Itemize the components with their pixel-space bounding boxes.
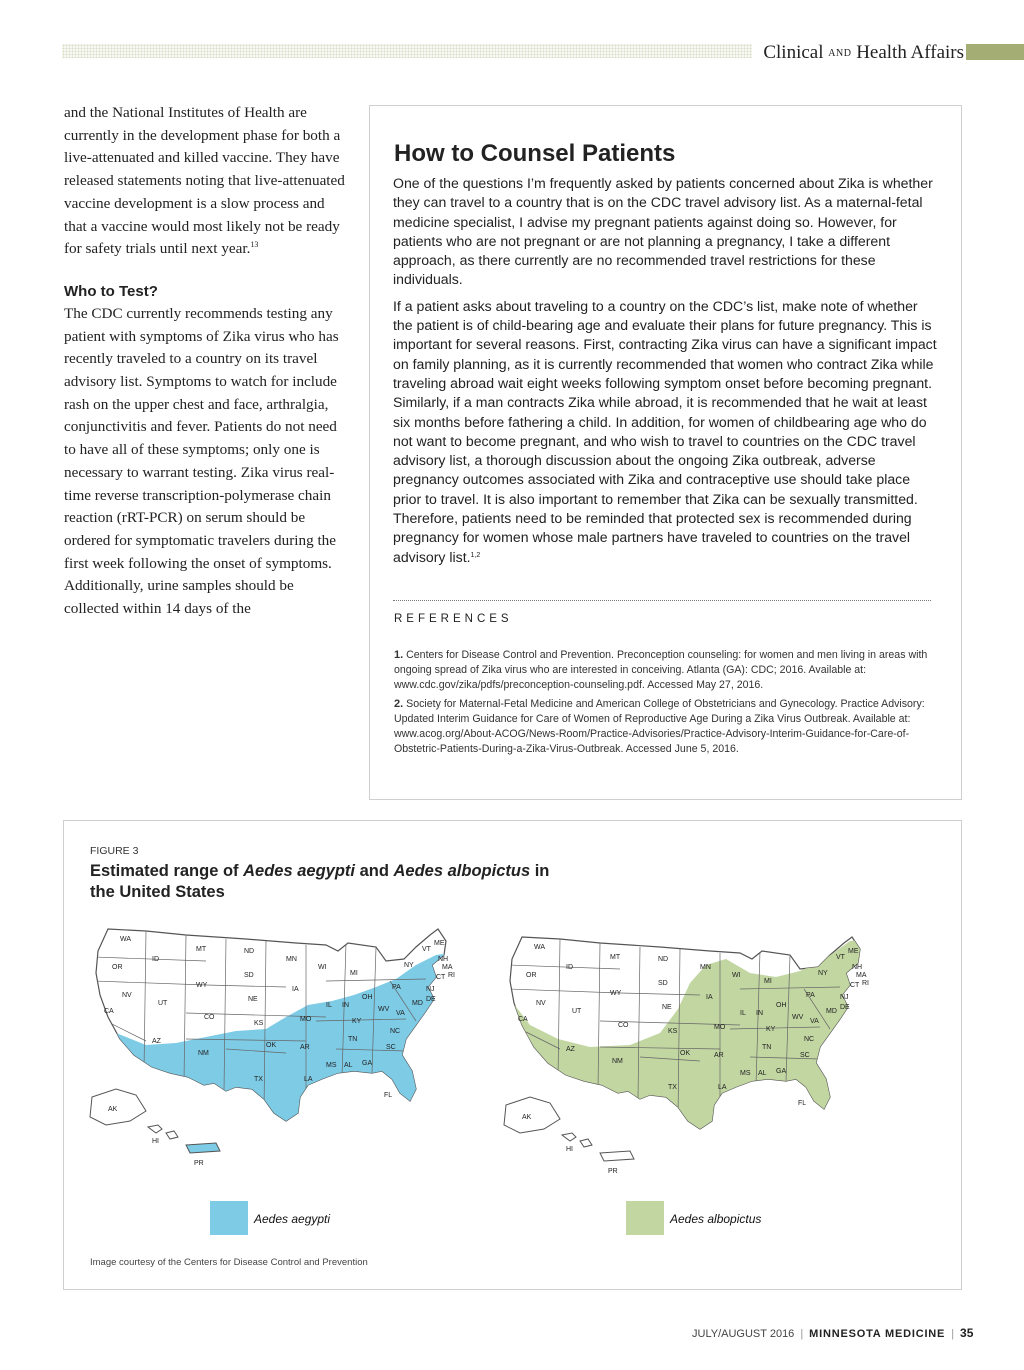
state-label-sc: SC: [386, 1044, 396, 1051]
figure-3: [63, 820, 962, 1290]
state-label-nh: NH: [438, 956, 449, 963]
legend-label-aegypti: Aedes aegypti: [254, 1212, 331, 1226]
state-label-nv: NV: [536, 1000, 546, 1007]
state-label-fl: FL: [384, 1092, 393, 1099]
figure-label: FIGURE 3: [90, 845, 139, 857]
state-label-tn: TN: [348, 1036, 358, 1043]
sidebar-paragraph: [393, 297, 941, 567]
state-label-ok: OK: [680, 1050, 691, 1057]
state-label-ma: MA: [442, 964, 453, 971]
state-label-me: ME: [848, 948, 859, 955]
section-title-part: Clinical: [763, 42, 824, 63]
state-label-ak: AK: [108, 1106, 118, 1113]
state-label-pa: PA: [392, 984, 401, 991]
state-label-co: CO: [204, 1014, 215, 1021]
state-label-al: AL: [344, 1062, 353, 1069]
state-label-oh: OH: [776, 1002, 787, 1009]
state-label-az: AZ: [152, 1038, 161, 1045]
state-label-ar: AR: [714, 1052, 724, 1059]
state-label-in: IN: [342, 1002, 349, 1009]
state-label-ca: CA: [104, 1008, 114, 1015]
state-label-ri: RI: [448, 972, 455, 979]
state-label-ut: UT: [572, 1008, 582, 1015]
state-label-ar: AR: [300, 1044, 310, 1051]
state-label-nh: NH: [852, 964, 863, 971]
state-label-wy: WY: [196, 982, 208, 989]
state-label-ky: KY: [352, 1018, 362, 1025]
state-label-wv: WV: [792, 1014, 804, 1021]
section-title-and: AND: [828, 48, 852, 59]
state-label-nj: NJ: [426, 986, 435, 993]
state-label-mn: MN: [700, 964, 711, 971]
state-label-ma: MA: [856, 972, 867, 979]
state-label-ny: NY: [404, 962, 414, 969]
state-label-wi: WI: [318, 964, 327, 971]
state-label-nd: ND: [658, 956, 669, 963]
reference-item: [394, 697, 934, 756]
state-label-al: AL: [758, 1070, 767, 1077]
state-label-pa: PA: [806, 992, 815, 999]
figure-title-species: Aedes albopictus: [393, 862, 531, 880]
references-list: [394, 648, 934, 757]
legend-swatch-albopictus: [626, 1201, 664, 1235]
state-label-mt: MT: [610, 954, 621, 961]
reference-text: Centers for Disease Control and Prevention. Preconception counseling: for women and men living in areas with ongoing spread of Zika virus who are interested in conceiving. Atlanta (GA): CDC; 2016. Available at: www.cdc.gov/zika/pdfs/preconception-counseling.pdf. Accessed May 27, 2016.: [394, 649, 928, 691]
state-label-co: CO: [618, 1022, 629, 1029]
paragraph-text: If a patient asks about traveling to a country on the CDC’s list, make note of whether the patient is of child-bearing age and evaluate their plans for future pregnancy. This is important for several reasons. First, contracting Zika virus can have a significant impact on family planning, as it is currently recommended that women who contract Zika while traveling abroad wait eight weeks following symptom onset before becoming pregnant. Similarly, if a man contracts Zika while abroad, it is recommended that he wait at least six months before fathering a child. In addition, for women of childbearing age who do not want to become pregnant, and who wish to travel to countries on the CDC travel advisory list, a thorough discussion about the ongoing Zika outbreak, adverse pregnancy outcomes associated with Zika and contraceptive use should take place prior to travel. It is also important to remember that Zika can be sexually transmitted. Therefore, patients need to be reminded that protected sex is recommended during pregnancy for women whose male partners have traveled to countries on the travel advisory list.: [393, 297, 937, 565]
dotted-divider: [393, 600, 931, 601]
state-label-mt: MT: [196, 946, 207, 953]
state-label-or: OR: [526, 972, 537, 979]
state-label-ks: KS: [668, 1028, 678, 1035]
state-label-nc: NC: [390, 1028, 401, 1035]
state-label-hi: HI: [566, 1146, 573, 1153]
state-label-az: AZ: [566, 1046, 575, 1053]
state-label-wv: WV: [378, 1006, 390, 1013]
state-label-nd: ND: [244, 948, 255, 955]
header-color-bar: [966, 44, 1024, 60]
page-footer: [692, 1326, 974, 1344]
state-label-ny: NY: [818, 970, 828, 977]
section-title: [752, 42, 964, 64]
state-label-md: MD: [412, 1000, 423, 1007]
state-label-ne: NE: [248, 996, 258, 1003]
figure-title-species: Aedes aegypti: [243, 862, 355, 880]
state-label-mo: MO: [714, 1024, 726, 1031]
state-label-nm: NM: [612, 1058, 623, 1065]
state-label-va: VA: [396, 1010, 405, 1017]
state-label-ia: IA: [292, 986, 299, 993]
state-label-il: IL: [740, 1010, 746, 1017]
state-label-mi: MI: [350, 970, 358, 977]
state-label-oh: OH: [362, 994, 373, 1001]
paragraph-text: and the National Institutes of Health are currently in the development phase for both a live-attenuated and killed vaccine. They have released statements noting that live-attenuated vaccine development is a slow process and that a vaccine would most likely not be ready for safety trials until next year.: [64, 104, 345, 258]
issue-date: JULY/AUGUST 2016: [692, 1328, 795, 1340]
counsel-sidebar: [369, 105, 962, 800]
state-label-id: ID: [566, 964, 573, 971]
footer-separator: |: [951, 1328, 955, 1340]
state-label-tn: TN: [762, 1044, 772, 1051]
state-label-or: OR: [112, 964, 123, 971]
state-label-id: ID: [152, 956, 159, 963]
state-label-ct: CT: [850, 982, 860, 989]
state-label-me: ME: [434, 940, 445, 947]
state-label-hi: HI: [152, 1138, 159, 1145]
state-label-wa: WA: [534, 944, 546, 951]
section-title-part: Health Affairs: [856, 42, 964, 63]
state-label-ia: IA: [706, 994, 713, 1001]
state-label-mi: MI: [764, 978, 772, 985]
state-label-in: IN: [756, 1010, 763, 1017]
state-label-la: LA: [718, 1084, 727, 1091]
body-paragraph: [64, 102, 350, 261]
map-aedes-aegypti: [86, 921, 486, 1191]
sidebar-title: How to Counsel Patients: [394, 140, 676, 167]
state-label-il: IL: [326, 1002, 332, 1009]
reference-text: Society for Maternal-Fetal Medicine and American College of Obstetricians and Gynecology. Practice Advisory: Updated Interim Guidance for Care of Women of Reproductive Age During a Zika Virus Outbreak. Available at: www.acog.org/About-ACOG/News-Room/Practice-Advisories/Practice-Advisory-Interim-Guidance-for-Care-of-Obstetric-Patients-During-a-Zika-Virus-Outbreak. Accessed June 5, 2016.: [394, 698, 925, 755]
page-number: 35: [960, 1326, 974, 1340]
section-heading: Who to Test?: [64, 282, 158, 300]
figure-credit: Image courtesy of the Centers for Disease Control and Prevention: [90, 1257, 368, 1268]
state-label-ok: OK: [266, 1042, 277, 1049]
publication-name: MINNESOTA MEDICINE: [809, 1328, 946, 1340]
state-label-de: DE: [840, 1004, 850, 1011]
alaska-inset: [90, 1089, 146, 1125]
state-label-pr: PR: [608, 1168, 618, 1175]
figure-title: [90, 861, 560, 903]
state-label-ga: GA: [776, 1068, 787, 1075]
reference-superscript: 13: [250, 240, 259, 250]
state-label-sd: SD: [658, 980, 668, 987]
puerto-rico-inset: [186, 1143, 220, 1153]
state-label-ri: RI: [862, 980, 869, 987]
state-label-ks: KS: [254, 1020, 264, 1027]
state-label-ne: NE: [662, 1004, 672, 1011]
state-label-ga: GA: [362, 1060, 373, 1067]
reference-number: 1.: [394, 649, 404, 661]
state-label-ca: CA: [518, 1016, 528, 1023]
state-label-ms: MS: [740, 1070, 751, 1077]
state-label-fl: FL: [798, 1100, 807, 1107]
state-label-sd: SD: [244, 972, 254, 979]
state-label-ms: MS: [326, 1062, 337, 1069]
figure-title-text: in the United States: [90, 862, 550, 901]
state-label-sc: SC: [800, 1052, 810, 1059]
figure-title-text: and: [355, 862, 394, 880]
state-label-tx: TX: [254, 1076, 263, 1083]
state-label-de: DE: [426, 996, 436, 1003]
state-label-la: LA: [304, 1076, 313, 1083]
footer-separator: |: [800, 1328, 804, 1340]
state-label-tx: TX: [668, 1084, 677, 1091]
state-label-pr: PR: [194, 1160, 204, 1167]
legend-swatch-aegypti: [210, 1201, 248, 1235]
state-label-ak: AK: [522, 1114, 532, 1121]
state-label-va: VA: [810, 1018, 819, 1025]
state-label-ct: CT: [436, 974, 446, 981]
state-label-vt: VT: [836, 954, 845, 961]
figure-title-text: Estimated range of: [90, 862, 244, 880]
state-label-nv: NV: [122, 992, 132, 999]
hawaii-inset: [562, 1133, 592, 1147]
state-label-wy: WY: [610, 990, 622, 997]
state-label-mn: MN: [286, 956, 297, 963]
state-label-md: MD: [826, 1008, 837, 1015]
state-label-wi: WI: [732, 972, 741, 979]
state-label-wa: WA: [120, 936, 132, 943]
reference-number: 2.: [394, 698, 404, 711]
state-label-vt: VT: [422, 946, 431, 953]
state-label-nj: NJ: [840, 994, 849, 1001]
header-decorative-band: [62, 44, 752, 58]
state-label-ky: KY: [766, 1026, 776, 1033]
puerto-rico-inset: [600, 1151, 634, 1161]
references-heading: REFERENCES: [394, 613, 513, 625]
map-aedes-albopictus: [500, 929, 900, 1199]
state-label-mo: MO: [300, 1016, 312, 1023]
state-label-nm: NM: [198, 1050, 209, 1057]
sidebar-paragraph: One of the questions I’m frequently asked by patients concerned about Zika is whether they can travel to a country that is on the CDC travel advisory list. As a maternal-fetal medicine specialist, I advise my pregnant patients against doing so. However, for patients who are not pregnant or are not planning a pregnancy, I take a different approach, as there currently are no recommended travel restrictions for these individuals.: [393, 175, 933, 288]
reference-item: [394, 648, 934, 692]
left-column: [64, 102, 350, 621]
state-label-ut: UT: [158, 1000, 168, 1007]
sidebar-body: [393, 174, 941, 567]
alaska-inset: [504, 1097, 560, 1133]
state-label-nc: NC: [804, 1036, 815, 1043]
legend-label-albopictus: Aedes albopictus: [670, 1212, 762, 1226]
body-paragraph: The CDC currently recommends testing any patient with symptoms of Zika virus who has recently traveled to a country on its travel advisory list. Symptoms to watch for include rash on the upper chest and face, arthralgia, conjunctivitis and fever. Patients do not need to have all of these symptoms; only one is necessary to warrant testing. Zika virus real-time reverse transcription-polymerase chain reaction (rRT-PCR) on serum should be ordered for symptomatic travelers during the first week following the onset of symptoms. Additionally, urine samples should be collected within 14 days of the: [64, 304, 339, 618]
reference-superscript: 1,2: [470, 551, 481, 559]
hawaii-inset: [148, 1125, 178, 1139]
